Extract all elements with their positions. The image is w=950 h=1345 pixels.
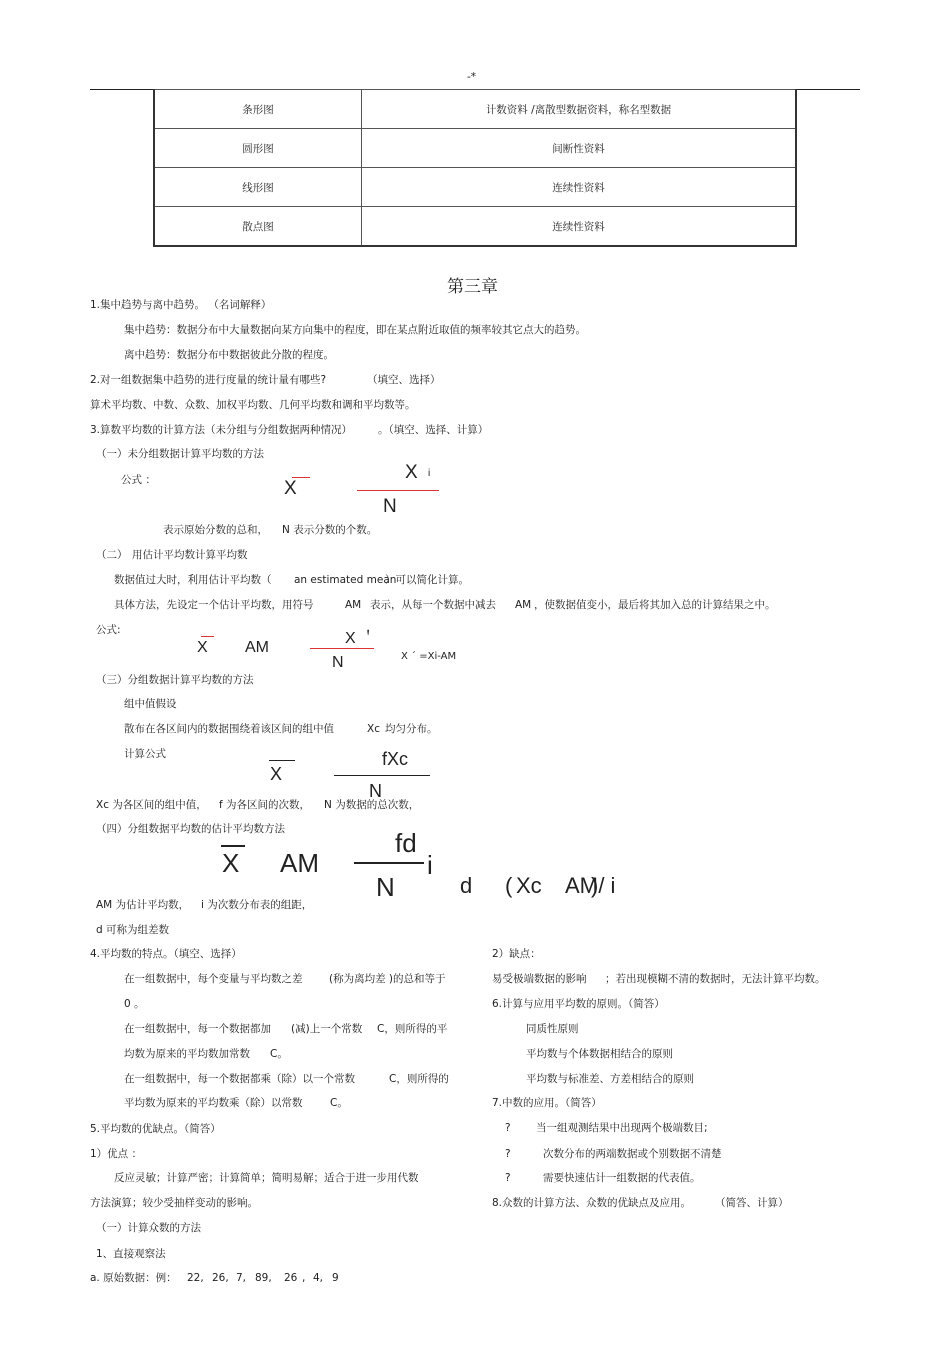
raw-value: 26, [212, 1272, 229, 1284]
q6-item: 平均数与个体数据相结合的原则 [526, 1048, 673, 1060]
q6-item: 同质性原则 [526, 1023, 579, 1035]
s4-xc: Xc [516, 873, 542, 898]
table-row [154, 90, 796, 129]
q1-central: 集中趋势：数据分布中大量数据向某方向集中的程度，即在某点附近取值的频率较其它点大的趋势。 [124, 324, 586, 336]
s4-note-am-a: AM 为估计平均数， [96, 899, 190, 911]
table-row [154, 168, 796, 207]
table-cell: 计数资料 /离散型数据资料，称名型数据 [362, 90, 797, 129]
s4-note-am-b: i 为次数分布表的组距， [201, 899, 313, 911]
q8-b: （简答、计算） [715, 1197, 789, 1209]
q7-heading: 7.中数的应用。（简答） [492, 1097, 602, 1109]
s3-num: fXc [382, 749, 409, 769]
s4-note-d: d 可称为组差数 [96, 924, 170, 936]
s4-xbar: X [222, 848, 240, 878]
table-cell: 圆形图 [154, 129, 362, 168]
fraction-bar [334, 775, 430, 776]
header-mark: -* [467, 71, 477, 83]
s4-d: d [460, 873, 473, 898]
s3-assume-b: 均匀分布。 [385, 723, 438, 735]
xbar-overline [221, 845, 245, 847]
fraction-bar [357, 490, 439, 491]
s1-note-a: 表示原始分数的总和， [163, 524, 268, 536]
s2-intro-en: an estimated mean [294, 574, 397, 586]
table-cell: 连续性资料 [362, 207, 797, 247]
xbar-overline [269, 760, 295, 761]
fraction-bar [354, 862, 424, 864]
s1-title: （一）未分组数据计算平均数的方法 [96, 448, 264, 460]
s3-formula-label: 计算公式 [124, 748, 166, 760]
q4-p2-c: C，则所得的平 [377, 1023, 448, 1035]
q6-item: 平均数与标准差、方差相结合的原则 [526, 1073, 694, 1085]
s2-method-am2: AM [515, 599, 532, 611]
q1-dispersion: 离中趋势：数据分布中数据彼此分散的程度。 [124, 349, 334, 361]
s2-intro-b: ）可以简化计算。 [385, 574, 469, 586]
s1-xbar: X [284, 478, 297, 499]
s1-note-b: N 表示分数的个数。 [282, 524, 378, 536]
q5-raw-label: a. 原始数据：例： [90, 1272, 177, 1284]
q4-p1-b: (称为离均差 )的总和等于 [329, 973, 446, 985]
raw-value: 22, [187, 1272, 204, 1284]
raw-value: 4, [313, 1272, 324, 1284]
raw-value: 26 [284, 1272, 298, 1284]
s2-am: AM [245, 639, 269, 656]
s2-method-a: 具体方法，先设定一个估计平均数，用符号 [114, 599, 314, 611]
q2-heading: 2.对一组数据集中趋势的进行度量的统计量有哪些? [90, 374, 327, 386]
s2-title: 用估计平均数计算平均数 [132, 549, 248, 561]
s2-def: X ´ =Xi-AM [401, 651, 457, 662]
q4-p3-b: C，则所得的 [389, 1073, 449, 1085]
s3-den: N [369, 781, 382, 801]
q4-p3-c: 平均数为原来的平均数乘（除）以常数 [124, 1097, 303, 1109]
q7-bullet: ? [505, 1122, 511, 1134]
xbar-overline [201, 636, 214, 637]
table-cell: 连续性资料 [362, 168, 797, 207]
s3-note-c: N 为数据的总次数， [324, 799, 420, 811]
s4-den: N [376, 872, 395, 902]
q4-p2-e: C。 [270, 1048, 288, 1060]
raw-value: 89, [255, 1272, 272, 1284]
s2-num: （二） [96, 549, 128, 561]
q4-p2-d: 均数为原来的平均数加常数 [124, 1048, 250, 1060]
q7-item: 当一组观测结果中出现两个极端数目; [536, 1122, 708, 1134]
q4-p1-a: 在一组数据中，每个变量与平均数之差 [124, 973, 303, 985]
raw-value: 9 [332, 1272, 339, 1284]
q4-heading: 4.平均数的特点。（填空、选择） [90, 948, 242, 960]
s4-open: ( [505, 873, 513, 898]
s2-method-am: AM [345, 599, 362, 611]
q4-p2-a: 在一组数据中，每一个数据都加 [124, 1023, 271, 1035]
fraction-bar [310, 648, 374, 649]
raw-value: , [302, 1272, 306, 1284]
dis-a: 易受极端数据的影响 [492, 973, 587, 985]
q3-tag: 。（填空、选择、计算） [378, 424, 489, 436]
s3-assume-xc: Xc [367, 723, 380, 735]
s3-title: （三）分组数据计算平均数的方法 [96, 674, 254, 686]
dis-b: ；若出现模糊不清的数据时，无法计算平均数。 [605, 973, 826, 985]
q4-p3-a: 在一组数据中，每一个数据都乘（除）以一个常数 [124, 1073, 355, 1085]
s3-assume: 组中值假设 [124, 698, 177, 710]
q4-p3-d: C。 [330, 1097, 348, 1109]
raw-value: 7, [236, 1272, 247, 1284]
s2-num: X ＇ [345, 630, 377, 647]
chart-type-table [153, 89, 797, 247]
q5-heading: 5.平均数的优缺点。（简答） [90, 1123, 221, 1135]
q5-mode-title: （一）计算众数的方法 [96, 1222, 201, 1234]
s4-am2: AM [565, 873, 598, 898]
table-row [154, 129, 796, 168]
table-cell: 线形图 [154, 168, 362, 207]
table-cell: 条形图 [154, 90, 362, 129]
q5-direct: 1、直接观察法 [96, 1248, 166, 1260]
s2-formula-label: 公式: [96, 624, 121, 636]
table-cell: 散点图 [154, 207, 362, 247]
s4-am: AM [280, 848, 319, 878]
q2-tag: （填空、选择） [367, 374, 441, 386]
s3-assume-a: 散布在各区间内的数据围绕着该区间的组中值 [124, 723, 334, 735]
s4-num: fd [395, 828, 417, 858]
q7-item: 次数分布的两端数据或个别数据不清楚 [543, 1148, 722, 1160]
s1-sub: i [428, 468, 431, 479]
s3-note-b: f 为各区间的次数， [219, 799, 311, 811]
s2-method-c: ，使数据值变小，最后将其加入总的计算结果之中。 [534, 599, 776, 611]
q5-adv-title: 1）优点 ： [90, 1148, 143, 1160]
q2-answer: 算术平均数、中数、众数、加权平均数、几何平均数和调和平均数等。 [90, 399, 416, 411]
s3-note-a: Xc 为各区间的组中值， [96, 799, 207, 811]
q3-heading: 3.算数平均数的计算方法（未分组与分组数据两种情况） [90, 424, 353, 436]
q7-item: 需要快速估计一组数据的代表值。 [543, 1172, 701, 1184]
q6-heading: 6.计算与应用平均数的原则。（简答） [492, 998, 665, 1010]
s3-xbar: X [270, 764, 283, 784]
table-row [154, 207, 796, 247]
s2-method-b: 表示，从每一个数据中减去 [370, 599, 496, 611]
s2-xbar: X [197, 639, 208, 656]
s1-num: X [405, 462, 418, 483]
table-cell: 间断性资料 [362, 129, 797, 168]
s4-i: i [427, 850, 433, 880]
q8-a: 8.众数的计算方法、众数的优缺点及应用。 [492, 1197, 692, 1209]
q4-p2-b: (减)上一个常数 [291, 1023, 363, 1035]
s4-close: )/ i [591, 873, 616, 898]
s4-title: （四）分组数据平均数的估计平均数方法 [96, 823, 285, 835]
q1-heading: 1.集中趋势与离中趋势。 （名词解释） [90, 299, 272, 311]
s1-den: N [383, 496, 397, 517]
s2-intro-a: 数据值过大时，利用估计平均数（ [114, 574, 272, 586]
s2-den: N [332, 654, 344, 671]
q5-adv-b: 方法演算；较少受抽样变动的影响。 [90, 1197, 258, 1209]
chapter-title: 第三章 [447, 277, 498, 297]
dis-title: 2）缺点： [492, 948, 541, 960]
s1-formula-label: 公式 ： [121, 474, 156, 486]
q7-bullet: ? [505, 1172, 511, 1184]
q7-bullet: ? [505, 1148, 511, 1160]
q5-adv-a: 反应灵敏；计算严密；计算简单；简明易解；适合于进一步用代数 [114, 1172, 419, 1184]
q4-p1-c: 0 。 [124, 998, 145, 1010]
